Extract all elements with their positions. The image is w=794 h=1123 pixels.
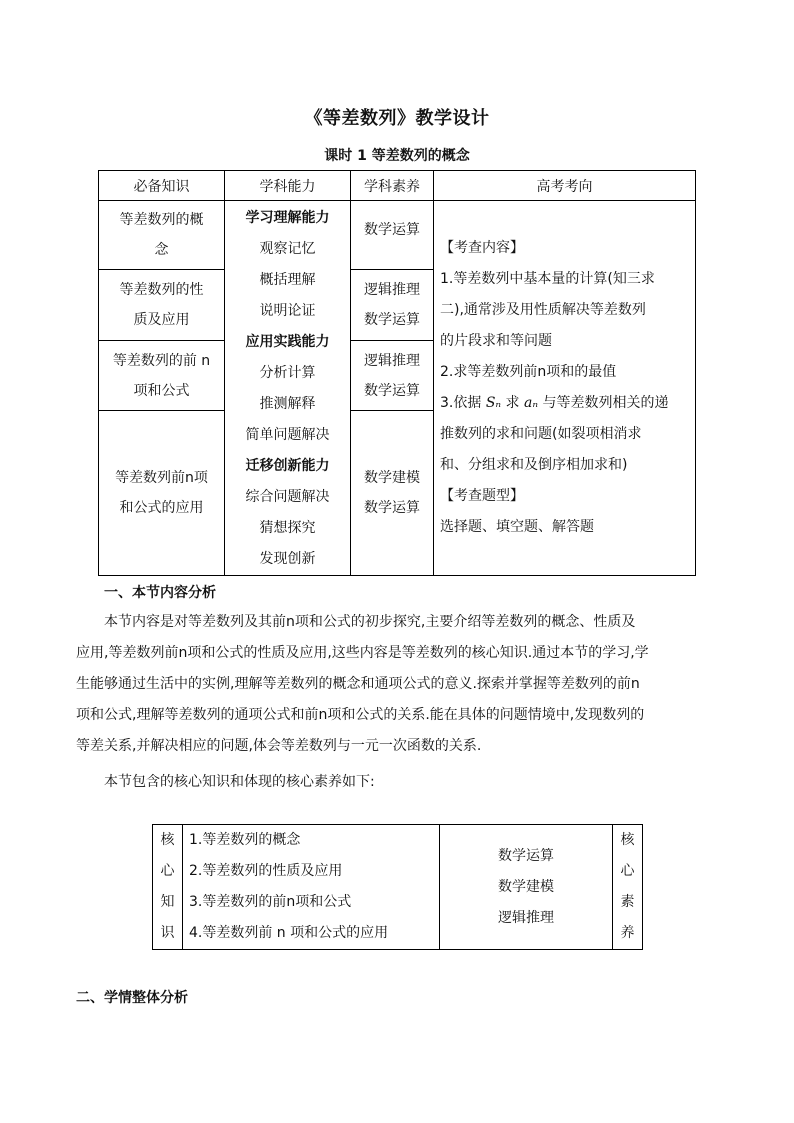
core-literacy-list: 数学运算 数学建模 逻辑推理 <box>440 825 613 950</box>
lesson-subtitle: 课时 1 等差数列的概念 <box>324 148 470 164</box>
core-knowledge-label: 核 心 知 识 <box>153 825 183 950</box>
list-item: 3.等差数列的前n项和公式 <box>189 894 352 910</box>
header-ability: 学科能力 <box>225 171 351 201</box>
core-knowledge-table <box>152 824 643 950</box>
content-analysis-paragraph: 本节内容是对等差数列及其前n项和公式的初步探究,主要介绍等差数列的概念、性质及 应用,等差数列前n项和公式的性质及应用,这些内容是等差数列的核心知识.通过本节的学习,学 生能够通过生活中的实例,理解等差数列的概念和通项公式的意义.探索并掌握等差数列的前n 项和公式,理解等差数列的通项公式和前n项和公式的关系.能在具体的问题情境中,发现数列的 等差关系,并解决相应的问题,体会等差数列与一元一次函数的关系. <box>76 614 649 754</box>
section-heading-student-analysis: 二、学情整体分析 <box>76 990 188 1006</box>
gaokao-cell: 【考查内容】 1.等差数列中基本量的计算(知三求 二),通常涉及用性质解决等差数列 的片段求和等问题 2.求等差数列前n项和的最值 3.依据 Sₙ 求 aₙ 与等差数列相关的递 推数列的求和问题(如裂项相消求 和、分组求和及倒序相加求和) 【考查题型】 选择题、填空题、解答题 <box>434 201 696 576</box>
table-row <box>99 201 696 270</box>
knowledge-cell-2: 等差数列的性 质及应用 <box>99 270 225 341</box>
overview-table-header-row <box>99 171 696 201</box>
overview-table <box>98 170 696 576</box>
literacy-cell-3: 逻辑推理 数学运算 <box>351 341 434 411</box>
section-heading-content-analysis: 一、本节内容分析 <box>104 585 216 601</box>
knowledge-cell-4: 等差数列前n项 和公式的应用 <box>99 411 225 576</box>
list-item: 2.等差数列的性质及应用 <box>189 863 343 879</box>
list-item: 1.等差数列的概念 <box>189 832 301 848</box>
abilities-cell: 学习理解能力 观察记忆 概括理解 说明论证 应用实践能力 分析计算 推测解释 简单问题解决 迁移创新能力 综合问题解决 猜想探究 发现创新 <box>225 201 351 576</box>
table-row <box>153 825 643 950</box>
math-sn: Sₙ <box>485 395 502 411</box>
knowledge-cell-1: 等差数列的概 念 <box>99 201 225 270</box>
header-literacy: 学科素养 <box>351 171 434 201</box>
math-an: aₙ <box>523 395 539 411</box>
literacy-cell-1: 数学运算 <box>351 201 434 270</box>
list-item: 4.等差数列前 n 项和公式的应用 <box>189 925 389 941</box>
header-knowledge: 必备知识 <box>99 171 225 201</box>
header-gaokao: 高考考向 <box>434 171 696 201</box>
document-title: 《等差数列》教学设计 <box>304 108 490 129</box>
core-literacy-label: 核 心 素 养 <box>613 825 643 950</box>
knowledge-cell-3: 等差数列的前 n 项和公式 <box>99 341 225 411</box>
core-knowledge-list <box>183 825 440 950</box>
literacy-cell-4: 数学建模 数学运算 <box>351 411 434 576</box>
core-intro-paragraph: 本节包含的核心知识和体现的核心素养如下: <box>104 774 375 790</box>
literacy-cell-2: 逻辑推理 数学运算 <box>351 270 434 341</box>
